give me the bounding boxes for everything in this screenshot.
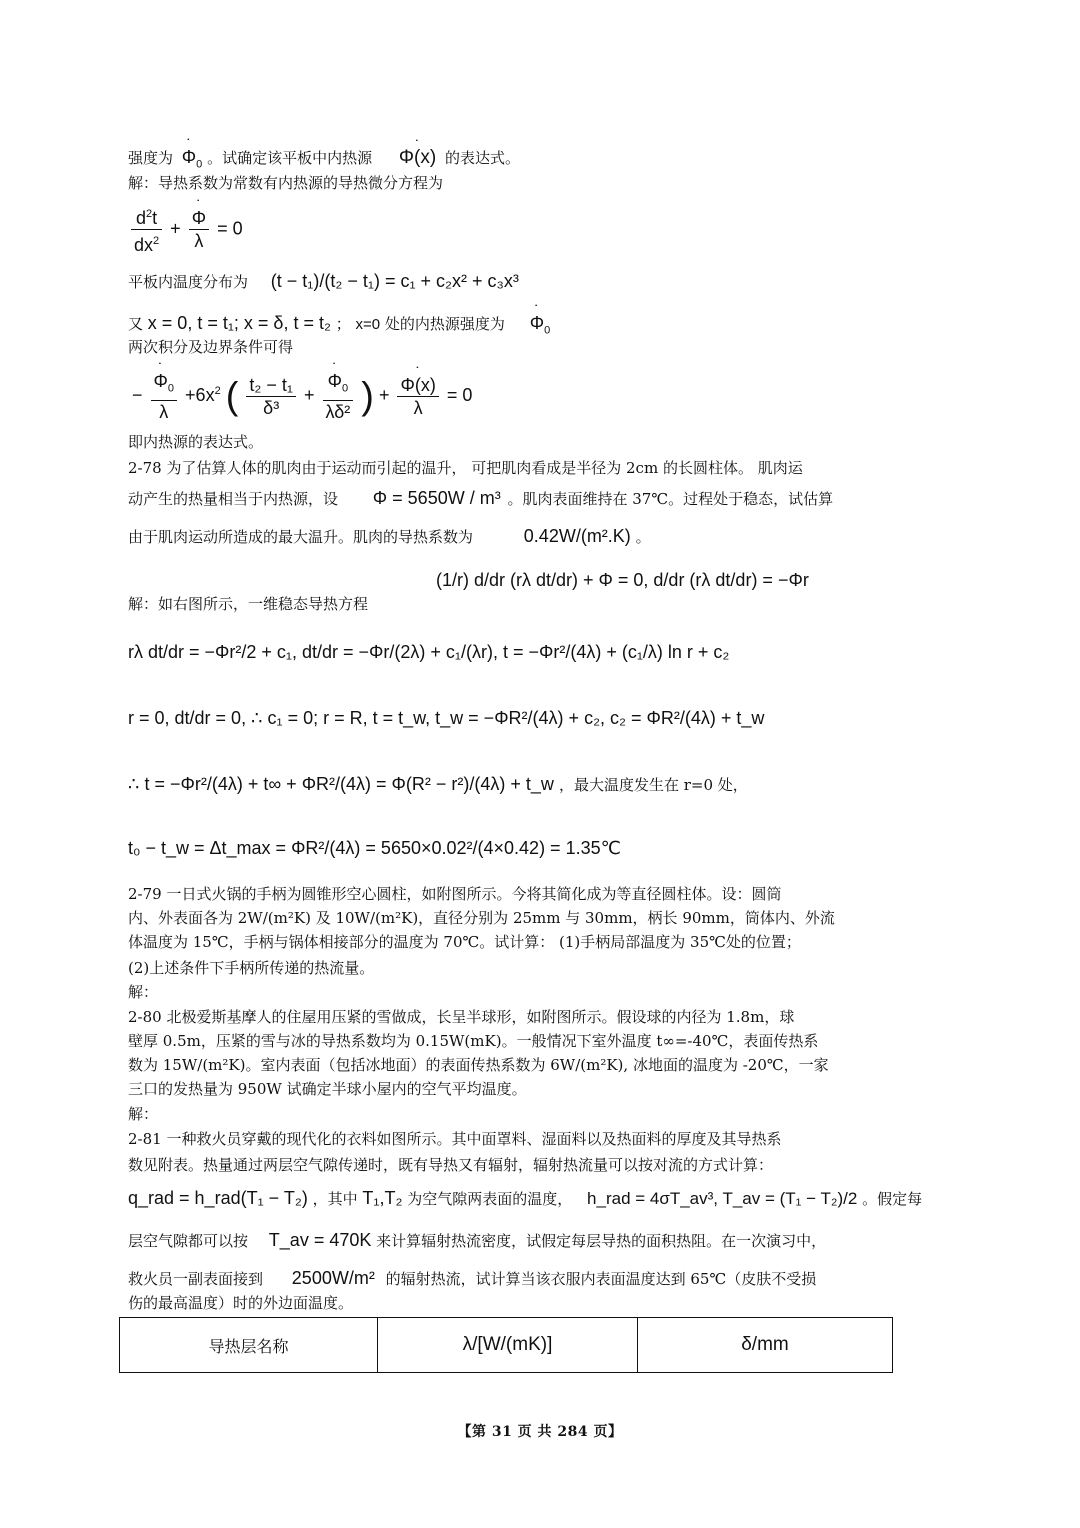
boundary-step: r = 0, dt/dr = 0, ∴ c₁ = 0; r = R, t = t_w, t_w = −ΦR²/(4λ) + c₂, c₂ = ΦR²/(4λ) + t_w — [128, 708, 765, 728]
text-line — [128, 488, 833, 509]
phi: ˙ Φ — [328, 370, 342, 392]
text-line: 解：如右图所示，一维稳态导热方程 — [128, 595, 369, 613]
sub: 0 — [342, 382, 349, 395]
solution: ∴ t = −Φr²/(4λ) + t∞ + ΦR²/(4λ) = Φ(R² − r²)/(4λ) + t_w — [128, 774, 554, 794]
text: 的表达式。 — [444, 149, 520, 167]
text-line — [128, 147, 520, 175]
d: d — [135, 208, 146, 228]
surface-temps: T₁,T₂ — [362, 1188, 403, 1208]
text-line: (2)上述条件下手柄所传递的热流量。 — [128, 959, 375, 977]
equals-zero: = 0 — [446, 385, 473, 406]
text: 平板内温度分布为 — [128, 273, 249, 291]
text: 。试确定该平板中内热源 — [207, 149, 373, 167]
text-line: 2-79 一日式火锅的手柄为圆锥形空心圆柱，如附图所示。今将其简化成为等直径圆柱体。设：圆筒 — [128, 885, 782, 903]
radiation-flux-equation: q_rad = h_rad(T₁ − T₂) — [128, 1188, 308, 1208]
temperature-distribution: (t − t₁)/(t₂ − t₁) = c₁ + c₂x² + c₃x³ — [270, 271, 519, 291]
page-footer: 【第 31 页 共 284 页】 — [457, 1424, 623, 1440]
table-header-cell: 导热层名称 — [120, 1318, 378, 1373]
sub: 0 — [167, 382, 175, 395]
text-line: 2-81 一种救火员穿戴的现代化的衣料如图所示。其中面罩料、湿面料以及热面料的厚度及其导热系 — [128, 1130, 782, 1148]
text-line: 内、外表面各为 2W/(m²K) 及 10W/(m²K)，直径分别为 25mm 与 30mm，柄长 90mm，筒体内、外流 — [128, 909, 835, 927]
text: 为空气隙两表面的温度， — [407, 1190, 573, 1208]
text-line: 即内热源的表达式。 — [128, 433, 264, 451]
text-line: 体温度为 15℃，手柄与锅体相接部分的温度为 70℃。试计算： (1)手柄局部温度为 35℃处的位置； — [128, 933, 801, 951]
table-header-cell: λ/[W/(mK)] — [378, 1318, 638, 1373]
integrated-equation: − ˙ $\frac{\Phi_0}{\lambda}$ $+6x^2$ ( $\frac{\text{t₂ − t₁}}{\text{δ³}}$ + ˙ $\frac{\Phi_0}{\text{λδ²}}$ ) + ˙ $\frac{\Phi(x)}{\lambda}$ = 0 — [132, 370, 472, 423]
text: 又 — [128, 315, 144, 333]
text: 由于肌肉运动所造成的最大温升。肌肉的导热系数为 — [128, 528, 474, 546]
text-line: 2-80 北极爱斯基摩人的住屋用压紧的雪做成，长呈半球形，如附图所示。假设球的内径为 1.8m，球 — [128, 1008, 795, 1026]
text-line — [128, 526, 651, 547]
text: 层空气隙都可以按 — [128, 1232, 249, 1250]
text-line: 两次积分及边界条件可得 — [128, 338, 294, 356]
equals-zero: = 0 — [217, 218, 243, 239]
text-line: 壁厚 0.5m，压紧的雪与冰的导热系数均为 0.15W(mK)。一般情况下室外温度 t∞=-40℃，表面传热系 — [128, 1032, 819, 1050]
text: 。假定每 — [862, 1190, 923, 1208]
delta-cubed: δ³ — [263, 397, 280, 418]
term: +6x — [185, 385, 215, 406]
text: ； — [335, 315, 351, 333]
heat-equation: $\frac{d^2t}{dx^2}$ + ˙ $\frac{\Phi}{\lambda}$ = 0 — [128, 203, 243, 256]
steady-conduction-equation: (1/r) d/dr (rλ dt/dr) + Φ = 0, d/dr (rλ dt/dr) = −Φr — [436, 570, 809, 590]
text: 动产生的热量相当于内热源，设 — [128, 490, 339, 508]
tav-value: T_av = 470K — [268, 1230, 372, 1250]
lambda-delta-sq: λδ² — [325, 401, 351, 422]
phi-x: ˙ Φ(x) — [400, 374, 435, 396]
text: 救火员一副表面接到 — [128, 1270, 264, 1288]
text-line: 数为 15W/(m²K)。室内表面（包括冰地面）的表面传热系数为 6W/(m²K), 冰地面的温度为 -20℃，一家 — [128, 1056, 829, 1074]
text: 。肌肉表面维持在 37℃。过程处于稳态，试估算 — [507, 490, 834, 508]
text-line — [128, 1230, 826, 1251]
text: x=0 — [355, 316, 381, 333]
subscript: 0 — [544, 324, 551, 337]
phi-x-expression: ˙ Φ(x) — [399, 148, 436, 168]
text-line — [128, 1188, 922, 1209]
text-line: 伤的最高温度）时的外边面温度。 — [128, 1294, 354, 1312]
text-line: 解： — [128, 983, 159, 1001]
temperature-solution — [128, 774, 748, 795]
text: 。 — [635, 528, 651, 546]
phi-symbol: ˙ Φ — [182, 147, 196, 167]
layer-properties-table — [119, 1317, 893, 1373]
text: 的辐射热流，试计算当该衣服内表面温度达到 65℃（皮肤不受损 — [385, 1270, 817, 1288]
phi-symbol: ˙ Φ — [530, 313, 544, 333]
text-line: 2-78 为了估算人体的肌肉由于运动而引起的温升， 可把肌肉看成是半径为 2cm 的长圆柱体。 肌肉运 — [128, 459, 803, 477]
text-line — [128, 1268, 816, 1289]
phi: ˙ Φ — [154, 370, 168, 392]
table-header-cell: δ/mm — [638, 1318, 893, 1373]
text-line: 解： — [128, 1105, 159, 1123]
text-line — [128, 271, 519, 292]
text: 强度为 — [128, 149, 174, 167]
text-line: 解：导热系数为常数有内热源的导热微分方程为 — [128, 174, 444, 192]
dx: dx — [134, 235, 154, 255]
text-line: 数见附表。热量通过两层空气隙传递时，既有导热又有辐射，辐射热流量可以按对流的方式计算： — [128, 1156, 774, 1174]
conductivity-value: 0.42W/(m².K) — [523, 526, 631, 546]
max-temperature-rise: t₀ − t_w = Δt_max = ΦR²/(4λ) = 5650×0.02²/(4×0.42) = 1.35℃ — [128, 838, 621, 858]
sup: 2 — [146, 208, 153, 220]
sup: 2 — [214, 385, 221, 398]
integration-step: rλ dt/dr = −Φr²/2 + c₁, dt/dr = −Φr/(2λ) + c₁/(λr), t = −Φr²/(4λ) + (c₁/λ) ln r + c₂ — [128, 642, 730, 662]
boundary-conditions: x = 0, t = t₁; x = δ, t = t₂ — [147, 313, 331, 333]
phi: ˙ Φ — [192, 207, 206, 229]
heat-source-value: Φ = 5650W / m³ — [372, 488, 501, 508]
sup: 2 — [153, 235, 160, 247]
text: ，其中 — [312, 1190, 358, 1208]
t2-t1: t₂ − t₁ — [246, 374, 296, 397]
t: t — [152, 208, 158, 228]
text: ，最大温度发生在 r=0 处， — [558, 776, 748, 794]
minus: − — [132, 385, 143, 406]
text: 处的内热源强度为 — [384, 315, 505, 333]
lambda: λ — [194, 231, 204, 251]
hrad-equation: h_rad = 4σT_av³, T_av = (T₁ − T₂)/2 — [587, 1189, 858, 1208]
lambda: λ — [413, 397, 423, 418]
radiation-flux-value: 2500W/m² — [291, 1268, 375, 1288]
lambda: λ — [159, 401, 169, 422]
table-row — [120, 1318, 893, 1373]
subscript: 0 — [196, 158, 203, 171]
text-line: 三口的发热量为 950W 试确定半球小屋内的空气平均温度。 — [128, 1080, 527, 1098]
text: 来计算辐射热流密度，试假定每层导热的面积热阻。在一次演习中， — [376, 1232, 827, 1250]
